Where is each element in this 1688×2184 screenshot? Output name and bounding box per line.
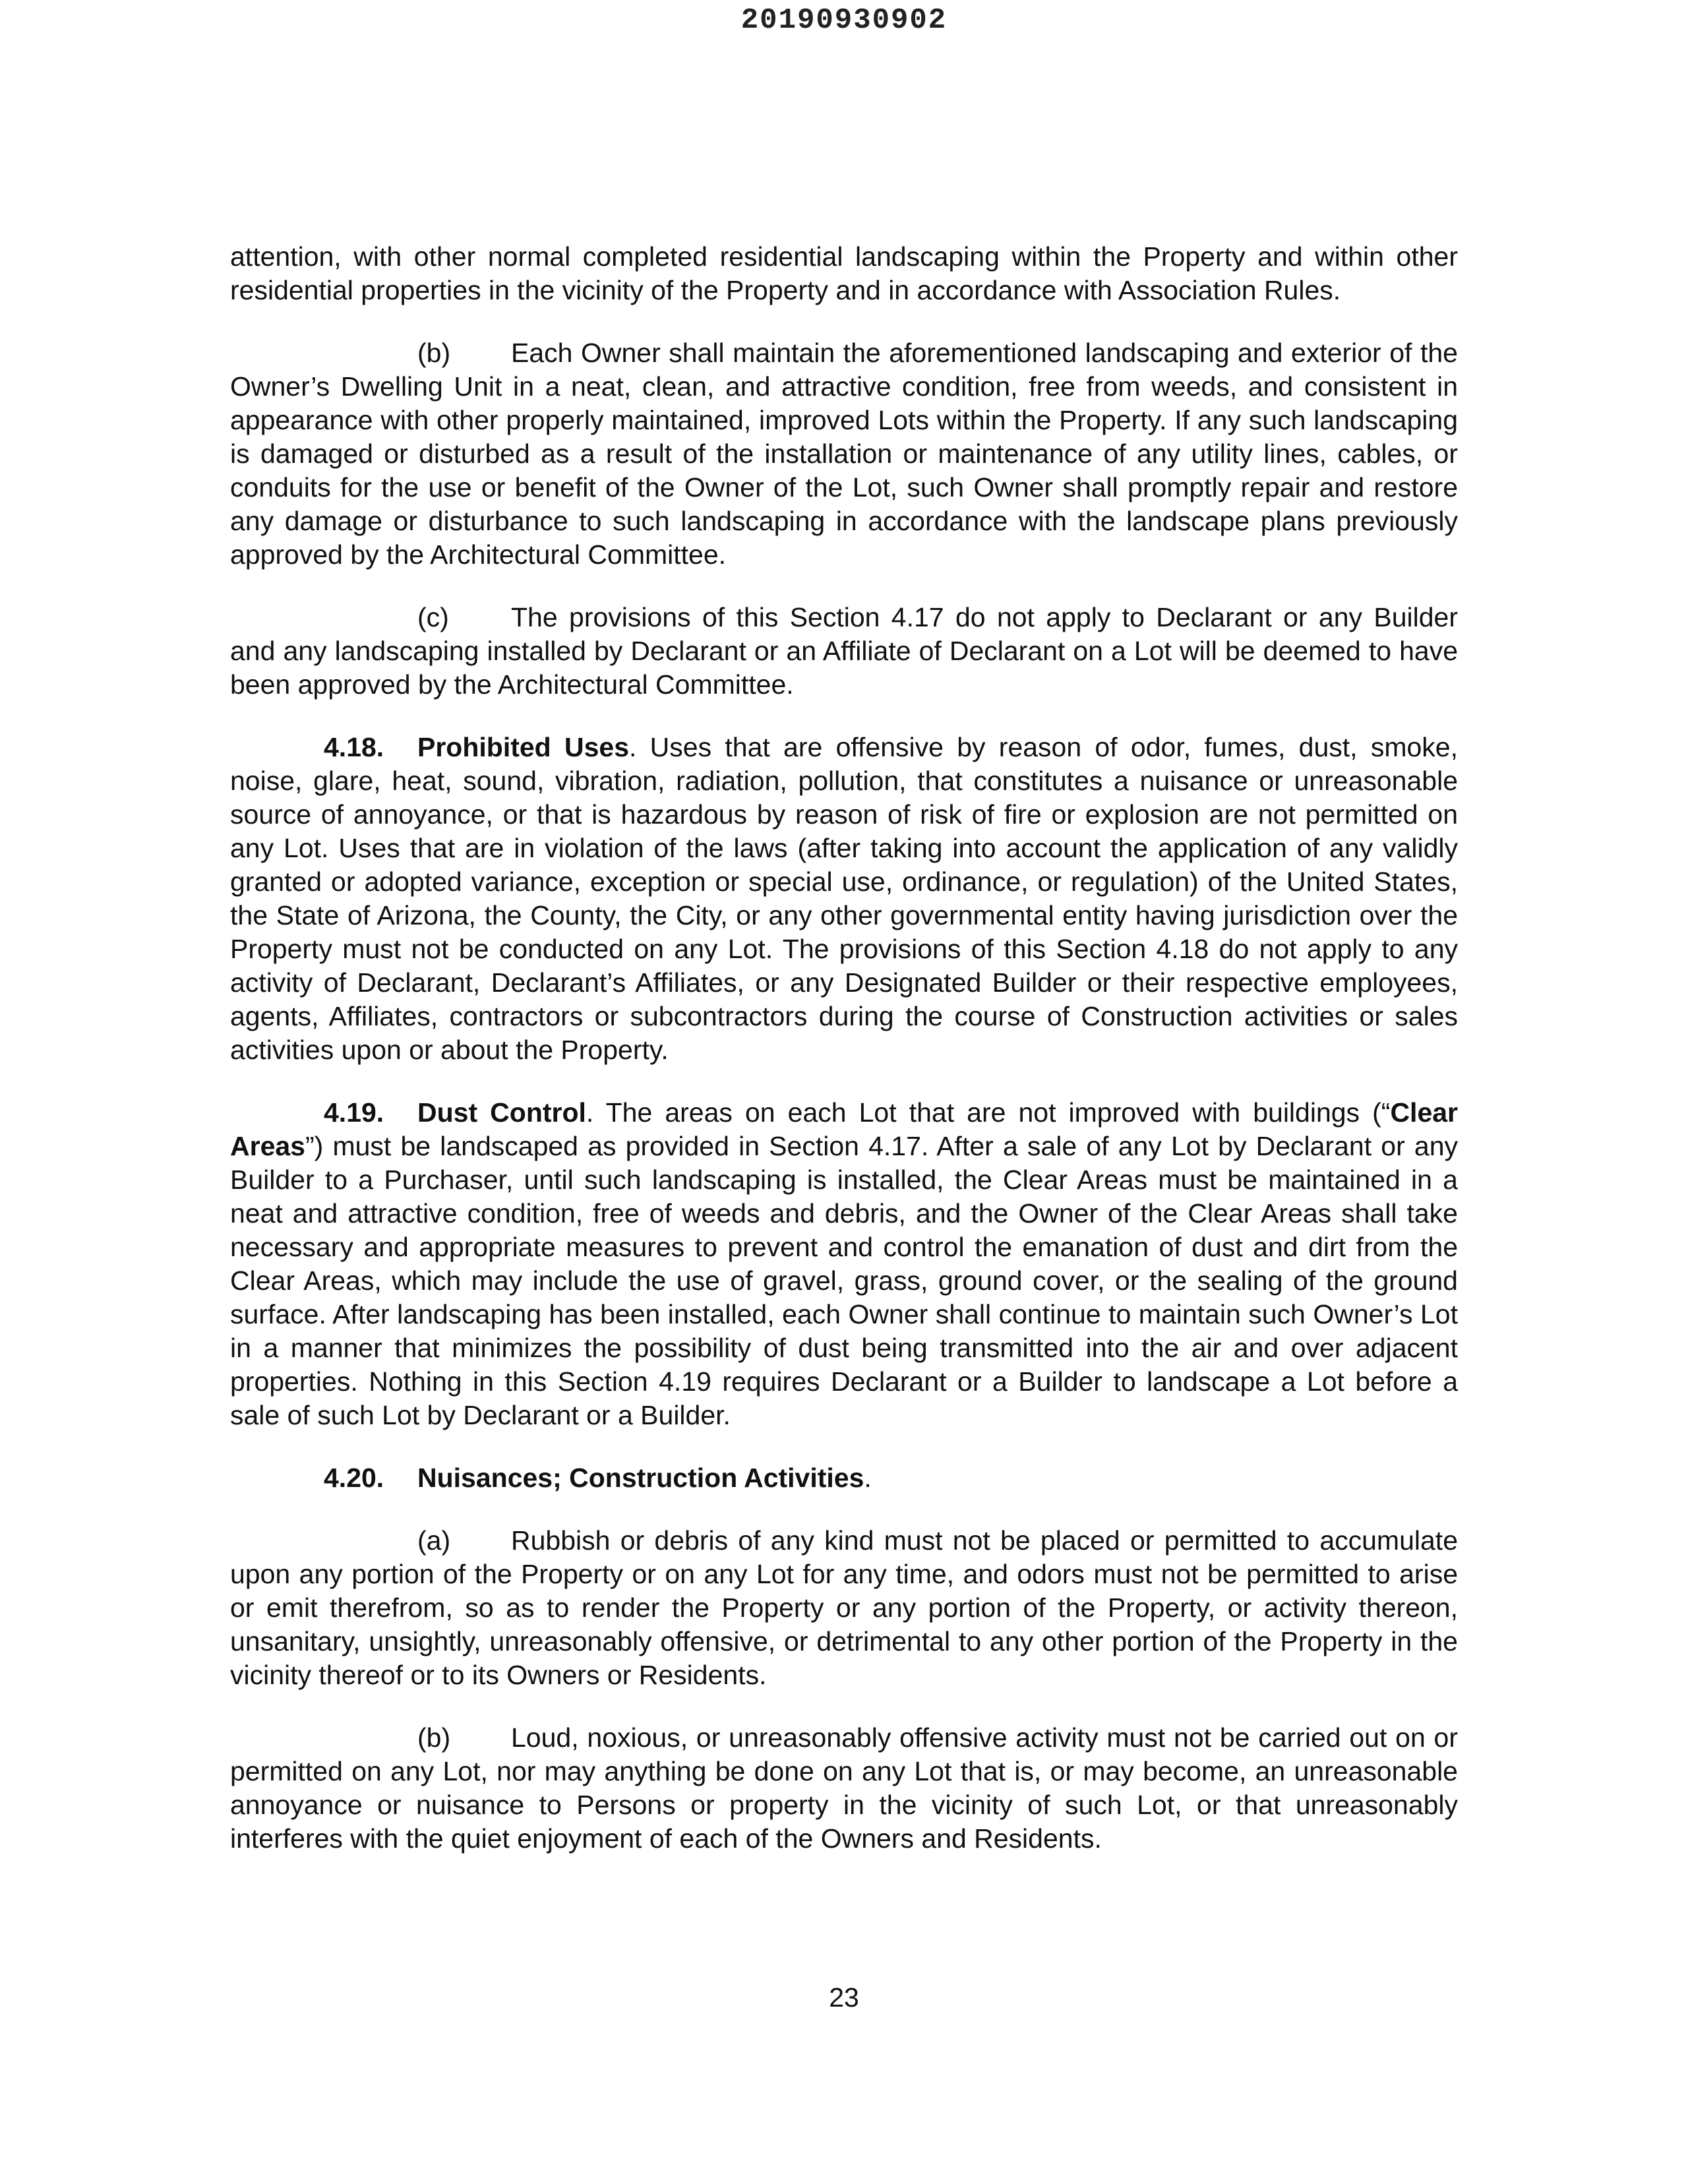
section-title: Nuisances; Construction Activities [417, 1463, 864, 1493]
section-number: 4.18. [324, 732, 384, 762]
section-number: 4.19. [324, 1097, 384, 1128]
page-number: 23 [829, 1982, 859, 2013]
recording-number: 20190930902 [740, 4, 948, 37]
subsection-c [230, 601, 1458, 702]
subsection-b [230, 336, 1458, 572]
section-text: . Uses that are offensive by reason of odor, fumes, dust, smoke, noise, glare, heat, sound, vibration, radiation, pollution, that constitutes a nuisance or unreasonable source of annoyance, or that is hazardous by reason of risk of fire or explosion are not permitted on any Lot. Uses that are in violation of the laws (after taking into account the application of any validly granted or adopted variance, exception or special use, ordinance, or regulation) of the United States, the State of Arizona, the County, the City, or any other governmental entity having jurisdiction over the Property must not be conducted on any Lot. The provisions of this Section 4.18 do not apply to any activity of Declarant, Declarant’s Affiliates, or any Designated Builder or their respective employees, agents, Affiliates, contractors or subcontractors during the course of Construction activities or sales activities upon or about the Property. [230, 732, 1459, 1065]
paragraph-text: attention, with other normal completed residential landscaping within the Property and within other residential properties in the vicinity of the Property and in accordance with Association Rules. [230, 241, 1458, 305]
subsection-text: Loud, noxious, or unreasonably offensive activity must not be carried out on or permitted on any Lot, nor may anything be done on any Lot that is, or may become, an unreasonable annoyance or nuisance to Persons or property in the vicinity of such Lot, or that unreasonably interferes with the quiet enjoyment of each of the Owners and Residents. [230, 1722, 1458, 1854]
subsection-b [230, 1721, 1458, 1856]
section-4-20 [230, 1461, 1458, 1495]
section-title: Prohibited Uses [417, 732, 630, 762]
paragraph-continuation [230, 240, 1458, 307]
section-4-18 [230, 731, 1458, 1067]
section-title-period: . [864, 1463, 872, 1493]
subsection-marker: (b) [417, 1722, 451, 1753]
section-title: Dust Control [417, 1097, 586, 1128]
section-text: . The areas on each Lot that are not improved with buildings (“ [586, 1097, 1391, 1128]
subsection-text: The provisions of this Section 4.17 do not apply to Declarant or any Builder and any landscaping installed by Declarant or an Affiliate of Declarant on a Lot will be deemed to have been approved by the Architectural Committee. [230, 602, 1458, 700]
section-text: ”) must be landscaped as provided in Section 4.17. After a sale of any Lot by Declarant or any Builder to a Purchaser, until such landscaping is installed, the Clear Areas must be maintained in a neat and attractive condition, free of weeds and debris, and the Owner of the Clear Areas shall take necessary and appropriate measures to prevent and control the emanation of dust and dirt from the Clear Areas, which may include the use of gravel, grass, ground cover, or the sealing of the ground surface. After landscaping has been installed, each Owner shall continue to maintain such Owner’s Lot in a manner that minimizes the possibility of dust being transmitted into the air and over adjacent properties. Nothing in this Section 4.19 requires Declarant or a Builder to landscape a Lot before a sale of such Lot by Declarant or a Builder. [230, 1131, 1458, 1430]
subsection-text: Each Owner shall maintain the aforementioned landscaping and exterior of the Owner’s Dwelling Unit in a neat, clean, and attractive condition, free from weeds, and consistent in appearance with other properly maintained, improved Lots within the Property. If any such landscaping is damaged or disturbed as a result of the installation or maintenance of any utility lines, cables, or conduits for the use or benefit of the Owner of the Lot, such Owner shall promptly repair and restore any damage or disturbance to such landscaping in accordance with the landscape plans previously approved by the Architectural Committee. [230, 338, 1458, 570]
subsection-marker: (c) [417, 602, 449, 632]
subsection-marker: (a) [417, 1525, 451, 1556]
section-4-19 [230, 1096, 1458, 1432]
section-number: 4.20. [324, 1463, 384, 1493]
defined-term: Clear Areas [230, 1097, 1458, 1161]
subsection-text: Rubbish or debris of any kind must not be placed or permitted to accumulate upon any portion of the Property or on any Lot for any time, and odors must not be permitted to arise or emit therefrom, so as to render the Property or any portion of the Property, or activity thereon, unsanitary, unsightly, unreasonably offensive, or detrimental to any other portion of the Property in the vicinity thereof or to its Owners or Residents. [230, 1525, 1458, 1690]
subsection-marker: (b) [417, 338, 451, 368]
subsection-a [230, 1524, 1458, 1692]
document-body [230, 240, 1458, 1885]
